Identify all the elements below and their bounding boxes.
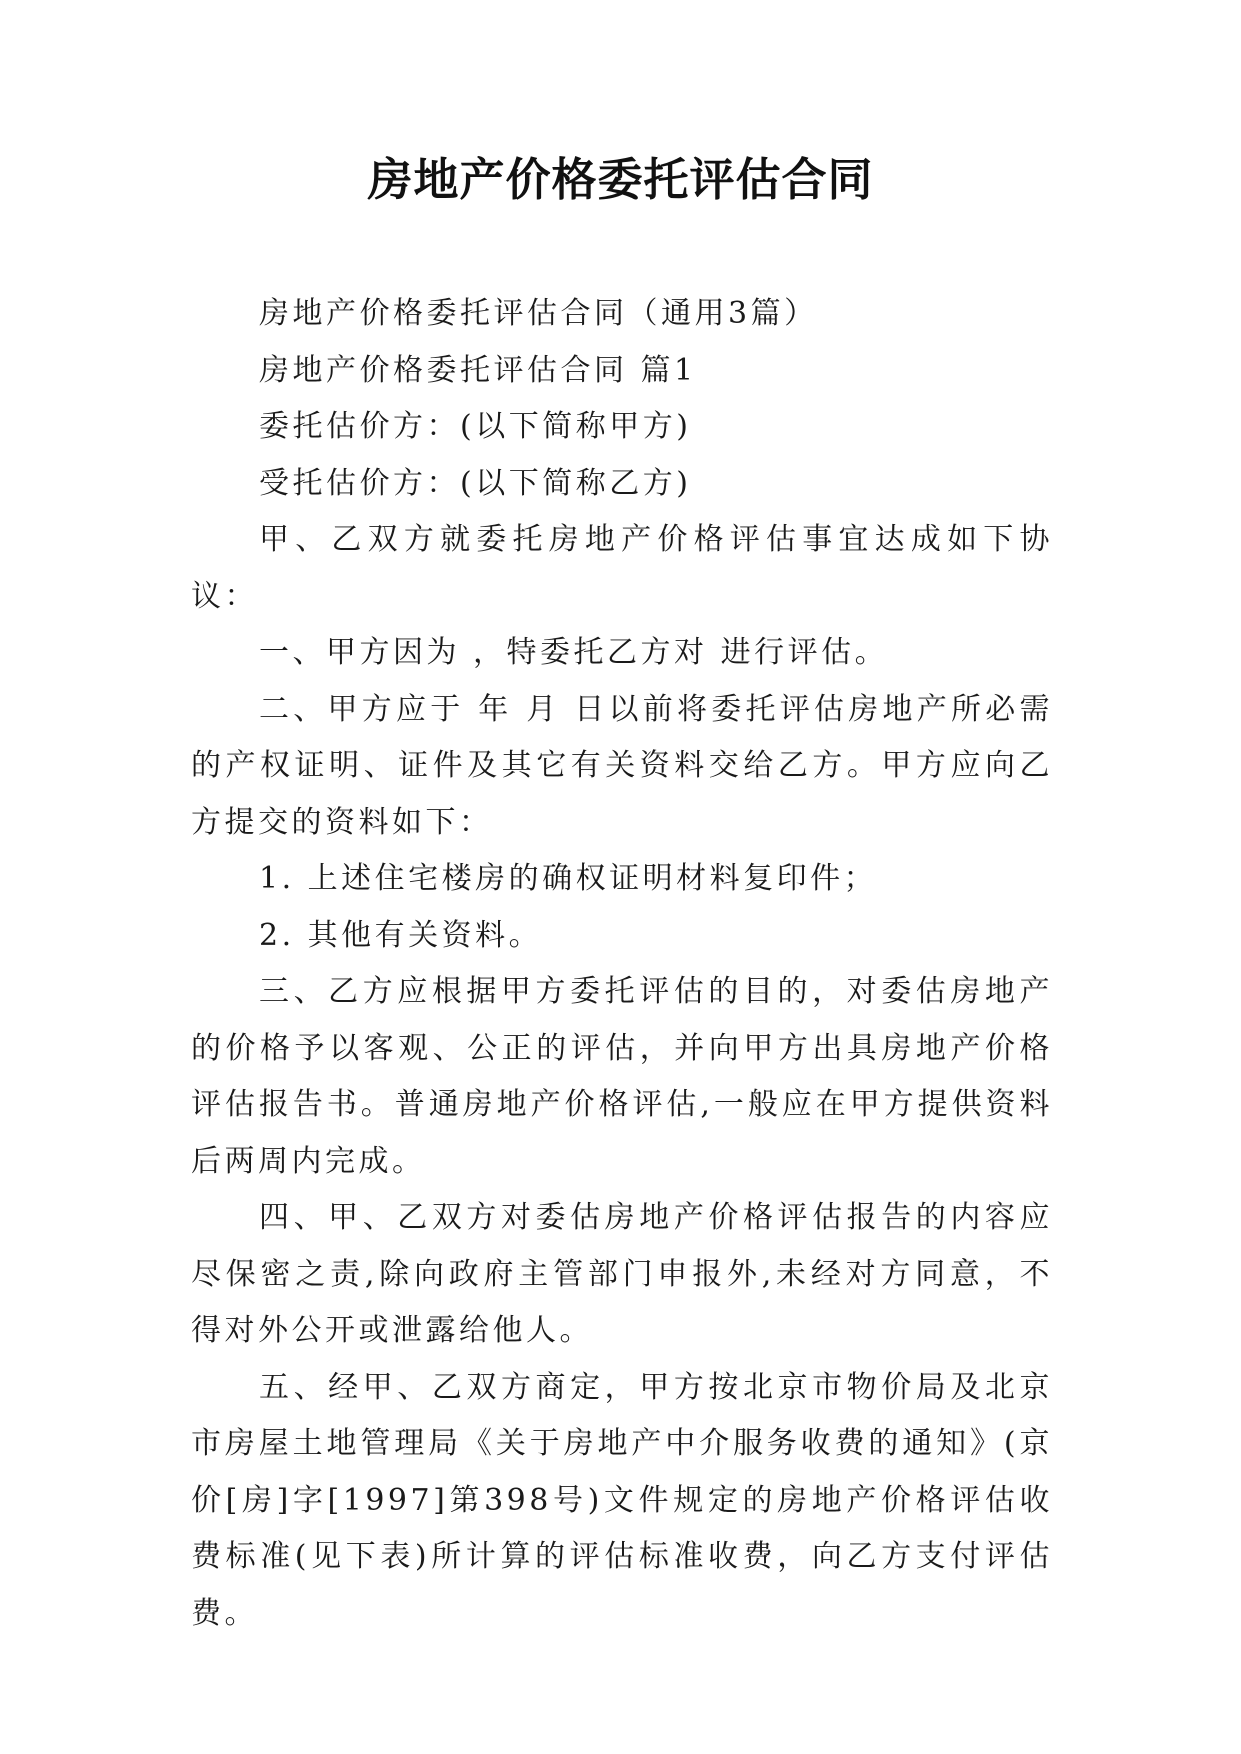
paragraph-subtitle: 房地产价格委托评估合同（通用3篇） — [259, 296, 818, 331]
paragraph-part-heading: 房地产价格委托评估合同 篇1 — [259, 352, 697, 388]
paragraph-party-a: 委托估价方：(以下简称甲方) — [259, 409, 692, 444]
paragraph-clause-5: 五、经甲、乙双方商定，甲方按北京市物价局及北京市房屋土地管理局《关于房地产中介服务收费的通知》(京价[房]字[1997]第398号)文件规定的房地产价格评估收费标准(见下表)所计算的评估标准收费，向乙方支付评估费。 — [191, 1369, 1053, 1631]
paragraph-agreement-intro: 甲、乙双方就委托房地产价格评估事宜达成如下协议： — [191, 522, 1053, 614]
paragraph-clause-3: 三、乙方应根据甲方委托评估的目的，对委估房地产的价格予以客观、公正的评估，并向甲方出具房地产价格评估报告书。普通房地产价格评估,一般应在甲方提供资料后两周内完成。 — [191, 974, 1053, 1179]
paragraph-clause-4: 四、甲、乙双方对委估房地产价格评估报告的内容应尽保密之责,除向政府主管部门申报外,未经对方同意，不得对外公开或泄露给他人。 — [191, 1200, 1053, 1348]
paragraph-list-item-1: 1. 上述住宅楼房的确权证明材料复印件； — [259, 861, 878, 896]
paragraph-clause-1: 一、甲方因为 ，特委托乙方对 进行评估。 — [259, 635, 889, 670]
document-title: 房地产价格委托评估合同 — [367, 153, 874, 206]
paragraph-party-b: 受托估价方：(以下简称乙方) — [259, 465, 692, 501]
document-body — [191, 286, 1053, 1642]
paragraph-list-item-2: 2. 其他有关资料。 — [259, 917, 543, 953]
paragraph-clause-2: 二、甲方应于 年 月 日以前将委托评估房地产所必需的产权证明、证件及其它有关资料交给乙方。甲方应向乙方提交的资料如下： — [191, 691, 1053, 840]
